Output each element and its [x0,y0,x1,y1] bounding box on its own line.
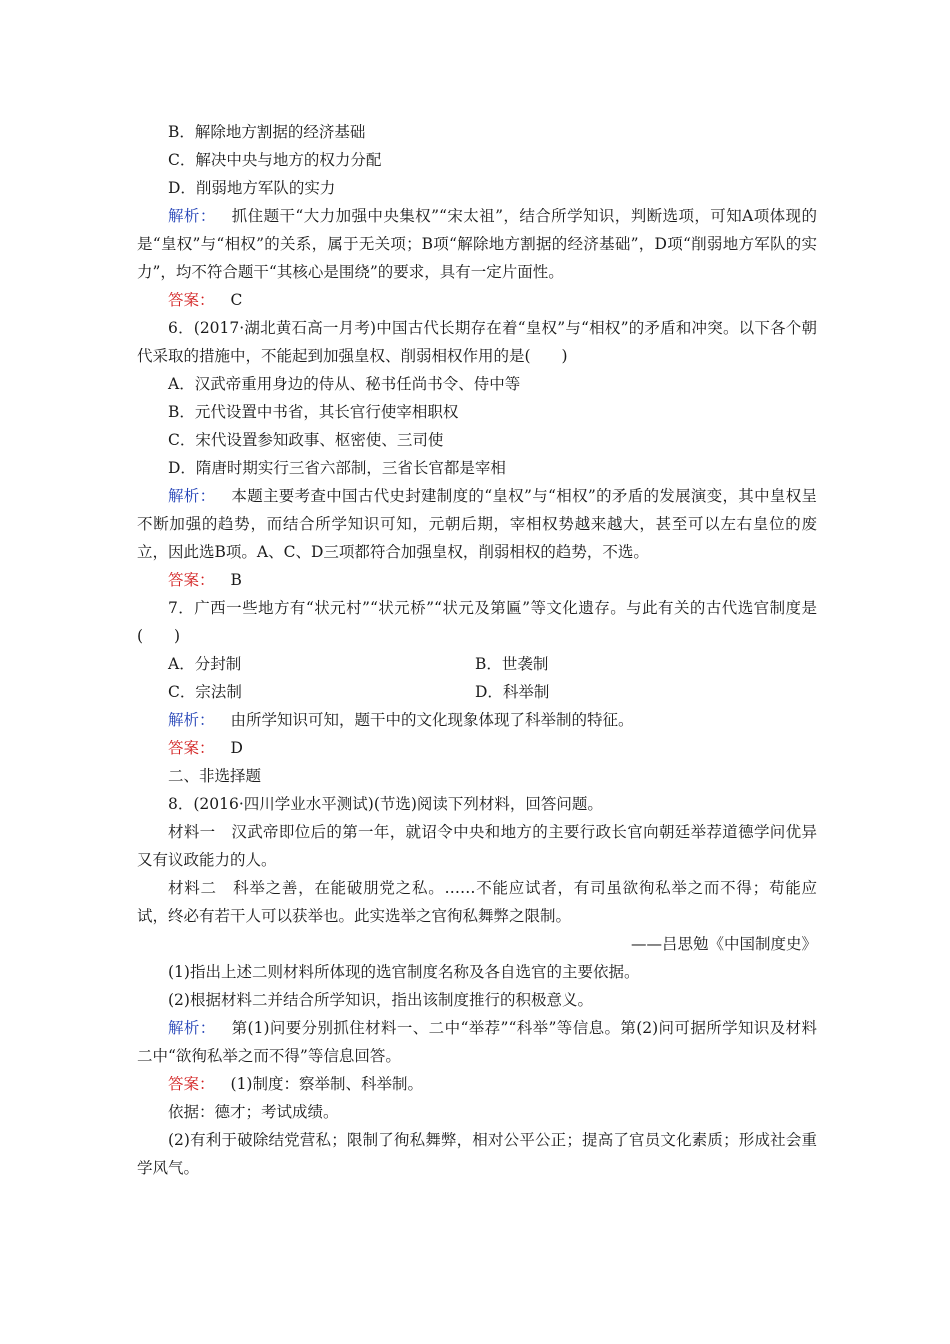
q7-option-a: A．分封制 [168,655,242,673]
q5-answer [137,286,817,314]
section-heading: 二、非选择题 [168,767,262,785]
q7-stem: 7．广西一些地方有“状元村”“状元桥”“状元及第匾”等文化遗存。与此有关的古代选官制度是( ) [137,599,817,645]
q8-subquestion-2: (2)根据材料二并结合所学知识，指出该制度推行的积极意义。 [168,991,593,1009]
q6-analysis-text: 本题主要考查中国古代史封建制度的“皇权”与“相权”的矛盾的发展演变，其中皇权呈不断加强的趋势，而结合所学知识可知，元朝后期，宰相权势越来越大，甚至可以左右皇位的废立，因此选B项。A、C、D三项都符合加强皇权，削弱相权的趋势，不选。 [137,487,817,561]
q5-answer-value: C [230,291,243,309]
q8-stem: 8．(2016·四川学业水平测试)(节选)阅读下列材料，回答问题。 [168,795,603,813]
answer-label: 答案： [168,1075,215,1093]
q7-options-row-1 [137,650,817,678]
q6-option-a: A．汉武帝重用身边的侍从、秘书任尚书令、侍中等 [168,375,521,393]
q6-answer-value: B [230,571,242,589]
q8-material-2 [137,874,817,930]
analysis-label: 解析： [168,711,215,729]
analysis-label: 解析： [168,1019,216,1037]
q6-option-c: C．宋代设置参知政事、枢密使、三司使 [168,431,444,449]
q7-analysis [137,706,817,734]
q5-analysis-text: 抓住题干“大力加强中央集权”“宋太祖”，结合所学知识，判断选项，可知A项体现的是“皇权”与“相权”的关系，属于无关项；B项“解除地方割据的经济基础”，D项“削弱地方军队的实力”，均不符合题干“其核心是围绕”的要求，具有一定片面性。 [137,207,817,281]
analysis-label: 解析： [168,487,216,505]
material-2-label: 材料二 [168,879,217,897]
q8-subquestion-1: (1)指出上述二则材料所体现的选官制度名称及各自选官的主要依据。 [168,963,640,981]
q7-answer-value: D [230,739,243,757]
document-page [137,118,817,1182]
material-1-label: 材料一 [168,823,216,841]
material-1-text: 汉武帝即位后的第一年，就诏令中央和地方的主要行政长官向朝廷举荐道德学问优异又有议政能力的人。 [137,823,817,869]
q7-analysis-text: 由所学知识可知，题干中的文化现象体现了科举制的特征。 [230,711,634,729]
q8-analysis-text: 第(1)问要分别抓住材料一、二中“举荐”“科举”等信息。第(2)问可据所学知识及材料二中“欲徇私举之而不得”等信息回答。 [137,1019,817,1065]
q7-option-d: D．科举制 [475,683,550,701]
analysis-label: 解析： [168,207,216,225]
q5-option-b: B．解除地方割据的经济基础 [168,123,366,141]
q7-answer [137,734,817,762]
q6-answer [137,566,817,594]
material-2-text: 科举之善，在能破朋党之私。……不能应试者，有司虽欲徇私举之而不得；苟能应试，终必有若干人可以获举也。此实选举之官徇私舞弊之限制。 [137,879,817,925]
q6-stem: 6．(2017·湖北黄石高一月考)中国古代长期存在着“皇权”与“相权”的矛盾和冲突。以下各个朝代采取的措施中，不能起到加强皇权、削弱相权作用的是( ) [137,319,817,365]
q8-answer-1-text: (1)制度：察举制、科举制。 [230,1075,423,1093]
q7-option-c: C．宗法制 [168,683,242,701]
q8-material-1 [137,818,817,874]
q6-option-d: D．隋唐时期实行三省六部制，三省长官都是宰相 [168,459,506,477]
q8-answer-2: (2)有利于破除结党营私；限制了徇私舞弊，相对公平公正；提高了官员文化素质；形成社会重学风气。 [137,1131,817,1177]
q8-analysis [137,1014,817,1070]
material-source: ——吕思勉《中国制度史》 [630,935,817,953]
answer-label: 答案： [168,571,215,589]
q7-option-b: B．世袭制 [475,655,549,673]
q8-answer-1b: 依据：德才；考试成绩。 [168,1103,339,1121]
answer-label: 答案： [168,291,215,309]
q7-options-row-2 [137,678,817,706]
q5-option-d: D．削弱地方军队的实力 [168,179,336,197]
q5-analysis [137,202,817,286]
q6-option-b: B．元代设置中书省，其长官行使宰相职权 [168,403,459,421]
answer-label: 答案： [168,739,215,757]
q5-option-c: C．解决中央与地方的权力分配 [168,151,382,169]
q8-answer-1 [137,1070,817,1098]
q6-analysis [137,482,817,566]
